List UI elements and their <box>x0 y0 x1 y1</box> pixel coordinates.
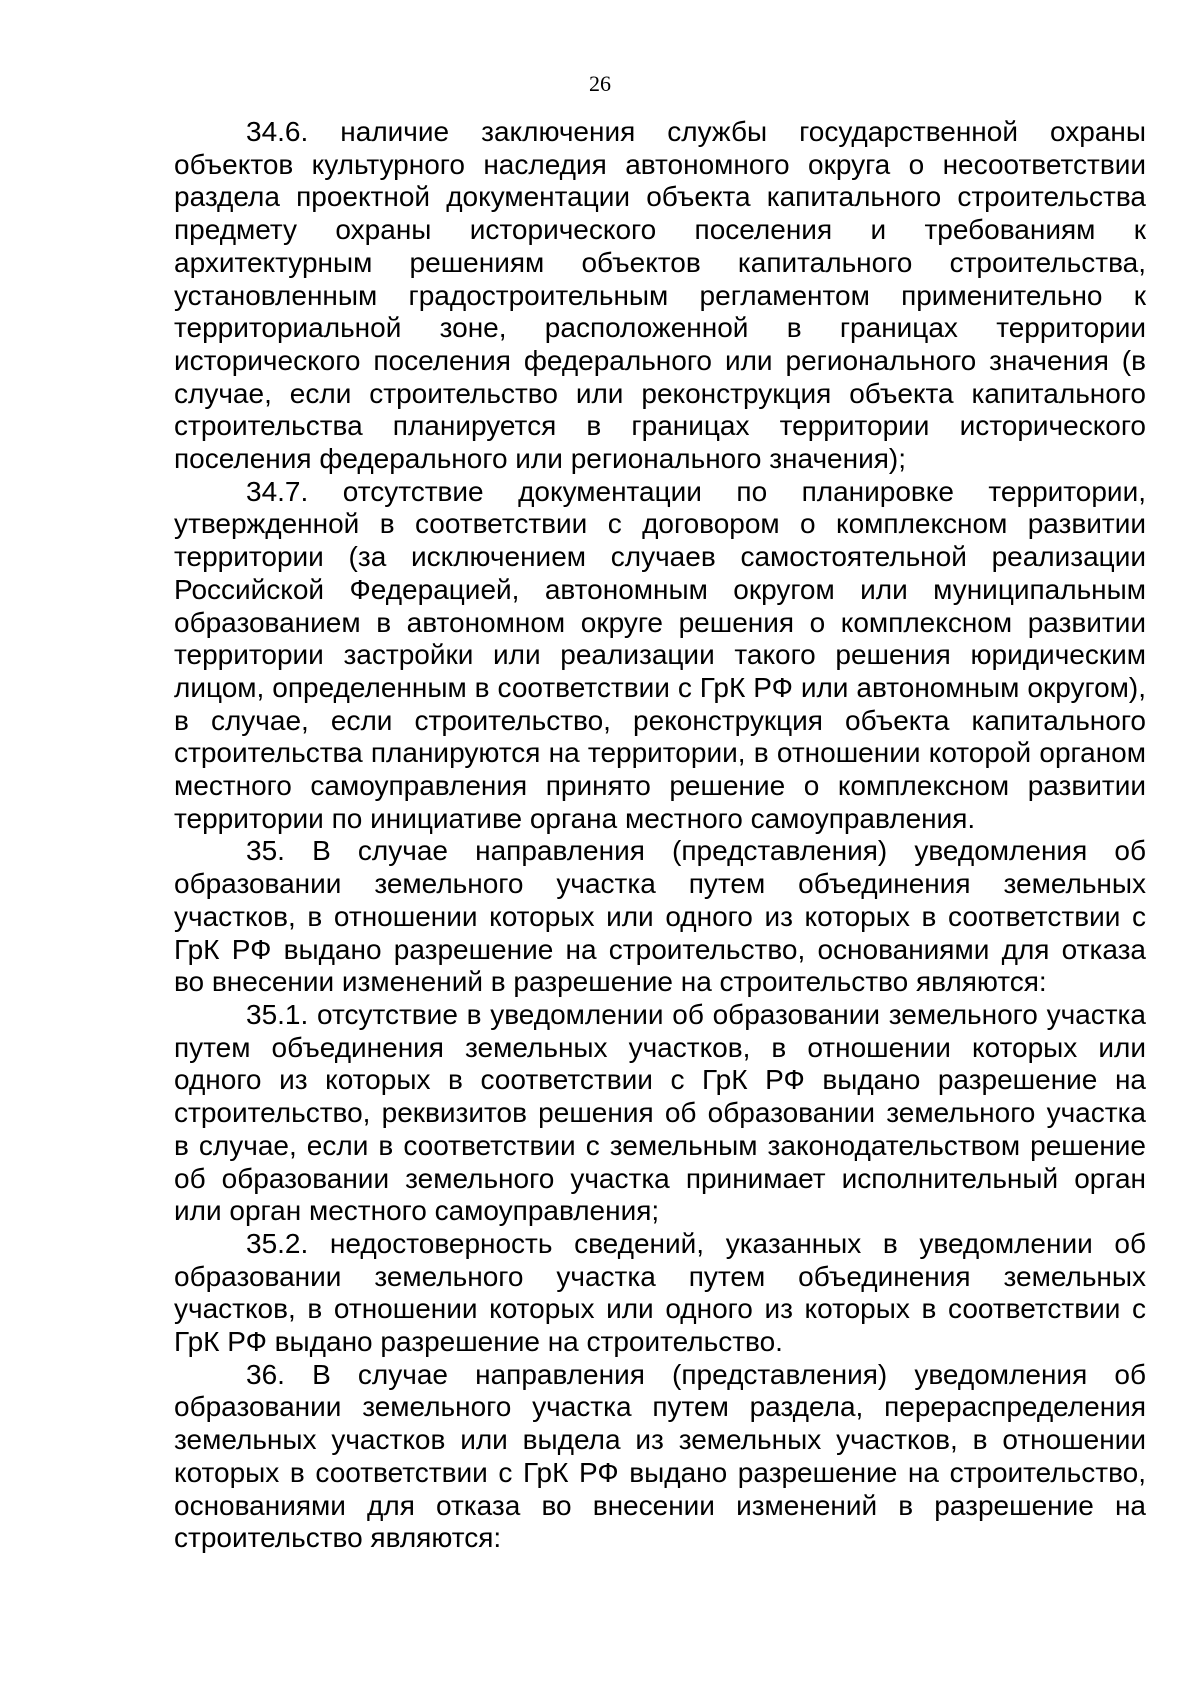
paragraph-34-7: 34.7. отсутствие документации по планировке территории, утвержденной в соответствии с договором о комплексном развитии территории (за исключением случаев самостоятельной реализации Российской Федерацией, автономным округом или муниципальным образованием в автономном округе решения о комплексном развитии территории застройки или реализации такого решения юридическим лицом, определенным в соответствии с ГрК РФ или автономным округом), в случае, если строительство, реконструкция объекта капитального строительства планируются на территории, в отношении которой органом местного самоуправления принято решение о комплексном развитии территории по инициативе органа местного самоуправления. <box>174 475 1146 834</box>
paragraph-35-2: 35.2. недостоверность сведений, указанных в уведомлении об образовании земельного участка путем объединения земельных участков, в отношении которых или одного из которых в соответствии с ГрК РФ выдано разрешение на строительство. <box>174 1227 1146 1358</box>
page-number: 26 <box>589 71 611 96</box>
paragraph-35-1: 35.1. отсутствие в уведомлении об образовании земельного участка путем объединения земельных участков, в отношении которых или одного из которых в соответствии с ГрК РФ выдано разрешение на строительство, реквизитов решения об образовании земельного участка в случае, если в соответствии с земельным законодательством решение об образовании земельного участка принимает исполнительный орган или орган местного самоуправления; <box>174 998 1146 1227</box>
paragraph-36: 36. В случае направления (представления) уведомления об образовании земельного участка путем раздела, перераспределения земельных участков или выдела из земельных участков, в отношении которых в соответствии с ГрК РФ выдано разрешение на строительство, основаниями для отказа во внесении изменений в разрешение на строительство являются: <box>174 1358 1146 1554</box>
document-body <box>174 116 1146 1555</box>
paragraph-34-6: 34.6. наличие заключения службы государственной охраны объектов культурного наследия автономного округа о несоответствии раздела проектной документации объекта капитального строительства предмету охраны исторического поселения и требованиям к архитектурным решениям объектов капитального строительства, установленным градостроительным регламентом применительно к территориальной зоне, расположенной в границах территории исторического поселения федерального или регионального значения (в случае, если строительство или реконструкция объекта капитального строительства планируется в границах территории исторического поселения федерального или регионального значения); <box>174 116 1146 475</box>
paragraph-35: 35. В случае направления (представления) уведомления об образовании земельного участка путем объединения земельных участков, в отношении которых или одного из которых в соответствии с ГрК РФ выдано разрешение на строительство, основаниями для отказа во внесении изменений в разрешение на строительство являются: <box>174 835 1146 998</box>
